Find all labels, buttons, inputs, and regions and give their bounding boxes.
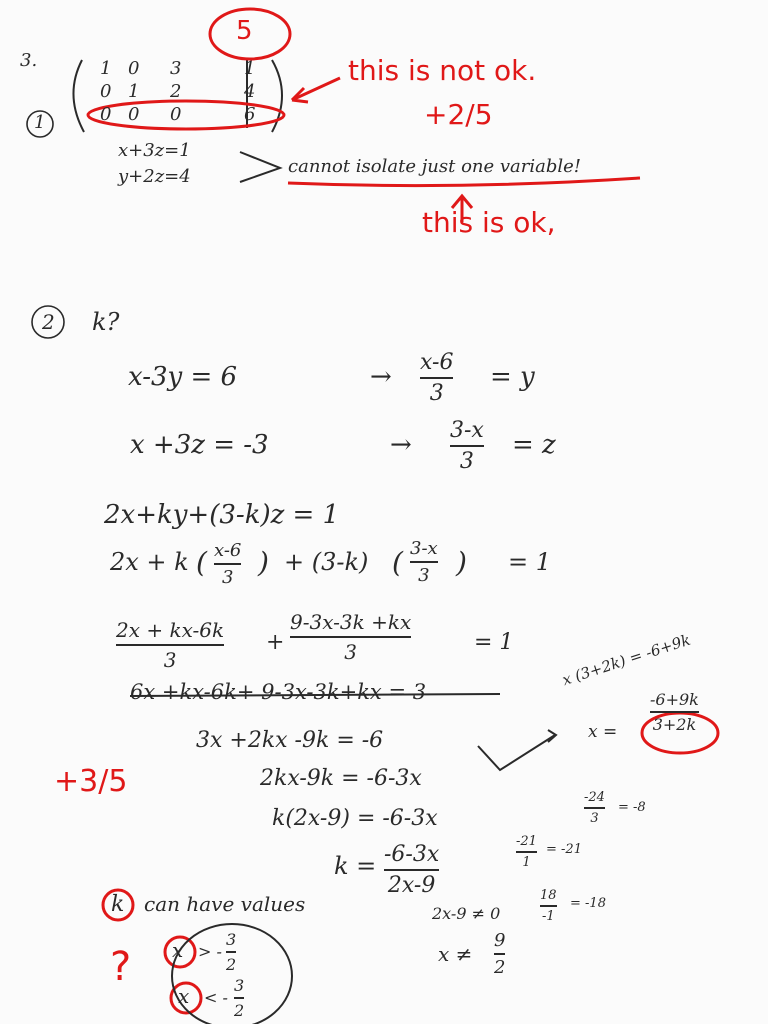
calc-2-fraction [516, 834, 537, 870]
denominator: 3 [418, 565, 430, 586]
x2-fraction [234, 976, 244, 1020]
fraction-bar [290, 636, 411, 638]
fraction-bar [450, 445, 484, 447]
fraction-5b [290, 610, 411, 664]
fraction-bar [226, 951, 236, 953]
eq-line-3: 2x+ky+(3-k)z = 1 [104, 500, 340, 530]
fraction-z [450, 418, 484, 474]
matrix-cell: 2 [170, 81, 182, 102]
denominator: 3 [590, 811, 599, 826]
total-score: 5 [236, 16, 253, 46]
arrow-line [292, 78, 340, 100]
denominator: 3 [429, 381, 444, 406]
equation-1: x+3z=1 [118, 140, 191, 161]
paren-close: ) [258, 546, 269, 579]
fraction-k [384, 842, 439, 898]
calc-2-result: = -21 [546, 842, 582, 857]
matrix-cell: 0 [100, 81, 112, 102]
numerator: 3 [226, 930, 237, 949]
part1-label: 1 [34, 112, 46, 133]
fraction-bar [116, 644, 224, 646]
numerator: 9 [494, 930, 506, 951]
fraction-bar [214, 563, 241, 565]
eq-line-8: 2kx-9k = -6-3x [260, 766, 422, 791]
note-underline [288, 178, 640, 186]
eq-line-4b: + (3-k) [284, 548, 369, 576]
fraction-bar [584, 807, 605, 809]
matrix-cell: 0 [170, 104, 182, 125]
denominator: 3 [459, 449, 474, 474]
numerator: -6-3x [384, 842, 440, 867]
brace-mark [240, 152, 280, 182]
numerator: 3 [234, 976, 245, 995]
fraction-bar [494, 953, 505, 955]
check-swoosh [478, 735, 555, 770]
numerator: 18 [540, 888, 557, 903]
x1-fraction [226, 930, 236, 974]
x2-var: x [178, 984, 190, 1008]
augmented-matrix [100, 58, 270, 125]
side-equation-2: x = [588, 722, 618, 742]
fraction-4a [214, 540, 241, 588]
numerator: x-6 [420, 350, 454, 375]
part2-score: +3/5 [54, 764, 128, 799]
fraction-bar [420, 377, 453, 379]
part1-score: +2/5 [424, 98, 493, 131]
denominator: -1 [541, 909, 555, 924]
part2-question: k? [92, 308, 120, 336]
denominator: 3 [344, 640, 357, 664]
matrix-left-paren [73, 60, 84, 132]
fraction-y [420, 350, 453, 406]
arrow-1: → [370, 362, 392, 392]
numerator: 3-x [410, 538, 438, 559]
comment-ok: this is ok, [422, 206, 556, 239]
k-label: k [111, 892, 125, 917]
denominator: 2 [494, 957, 506, 978]
eq-line-2: x +3z = -3 [130, 430, 269, 460]
question-mark: ? [110, 944, 132, 990]
x1-var: x [172, 938, 184, 962]
denominator: 1 [522, 855, 531, 870]
paren-open: ( [196, 546, 207, 579]
paren-close: ) [456, 546, 467, 579]
denominator: 2 [226, 955, 237, 974]
matrix-cell: 1 [128, 81, 140, 102]
matrix-cell: 3 [170, 58, 182, 79]
x1-relation: > - [198, 942, 222, 961]
paren-open: ( [392, 546, 403, 579]
eq-line-4a: 2x + k [110, 548, 189, 576]
numerator: 3-x [450, 418, 484, 443]
matrix-cell: 0 [128, 104, 140, 125]
denominator: 2x-9 [387, 873, 436, 898]
fraction-bar [410, 561, 438, 563]
problem-number: 3. [20, 50, 38, 71]
fraction-5a [116, 618, 224, 672]
fraction-bar [540, 905, 557, 907]
matrix-cell: 0 [128, 58, 140, 79]
fraction-4b [410, 538, 438, 586]
denominator: 3 [221, 567, 234, 588]
matrix-cell: 6 [244, 104, 256, 125]
numerator: 2x + kx-6k [116, 618, 225, 642]
comment-not-ok: this is not ok. [348, 54, 537, 87]
eq-line-9: k(2x-9) = -6-3x [272, 806, 438, 831]
part2-label: 2 [42, 310, 55, 334]
calc-3-result: = -18 [570, 896, 606, 911]
eq-z: = z [512, 430, 556, 460]
k-values-text: can have values [144, 892, 306, 916]
k-equals: k = [334, 852, 377, 880]
matrix-cell: 4 [244, 81, 256, 102]
denominator: 2 [234, 1001, 245, 1020]
calc-3-fraction [540, 888, 557, 924]
isolate-note: cannot isolate just one variable! [288, 156, 582, 177]
x2-relation: < - [204, 988, 228, 1007]
fraction-bar [234, 997, 244, 999]
calc-1-result: = -8 [618, 800, 646, 815]
eq-y: = y [490, 362, 535, 392]
eq-line-7: 3x +2kx -9k = -6 [196, 728, 384, 753]
condition-1: 2x-9 ≠ 0 [432, 904, 501, 923]
eq-line-4c: = 1 [508, 548, 552, 576]
numerator: 9-3x-3k +kx [290, 610, 412, 634]
eq-line-5d: = 1 [474, 630, 514, 655]
numerator: -24 [584, 790, 605, 805]
denominator: 3+2k [652, 715, 697, 734]
arrow-2: → [390, 430, 412, 460]
fraction-bar [516, 851, 537, 853]
eq-line-1: x-3y = 6 [128, 362, 238, 392]
matrix-cell: 0 [100, 104, 112, 125]
denominator: 3 [163, 648, 177, 672]
numerator: -21 [516, 834, 537, 849]
numerator: -6+9k [650, 690, 699, 709]
matrix-cell: 1 [100, 58, 112, 79]
struck-line: 6x +kx-6k+ 9-3x-3k+kx = 3 [130, 680, 427, 704]
fraction-bar [384, 869, 439, 871]
fraction-bar [650, 711, 699, 713]
side-equation-1: x (3+2k) = -6+9k [560, 630, 693, 690]
equation-2: y+2z=4 [118, 166, 191, 187]
fraction-cond2 [494, 930, 505, 978]
numerator: x-6 [214, 540, 242, 561]
matrix-cell: 1 [244, 58, 256, 79]
plus-sign: + [266, 630, 285, 655]
condition-2-left: x ≠ [438, 942, 473, 966]
fraction-side [650, 690, 699, 734]
calc-1-fraction [584, 790, 605, 826]
